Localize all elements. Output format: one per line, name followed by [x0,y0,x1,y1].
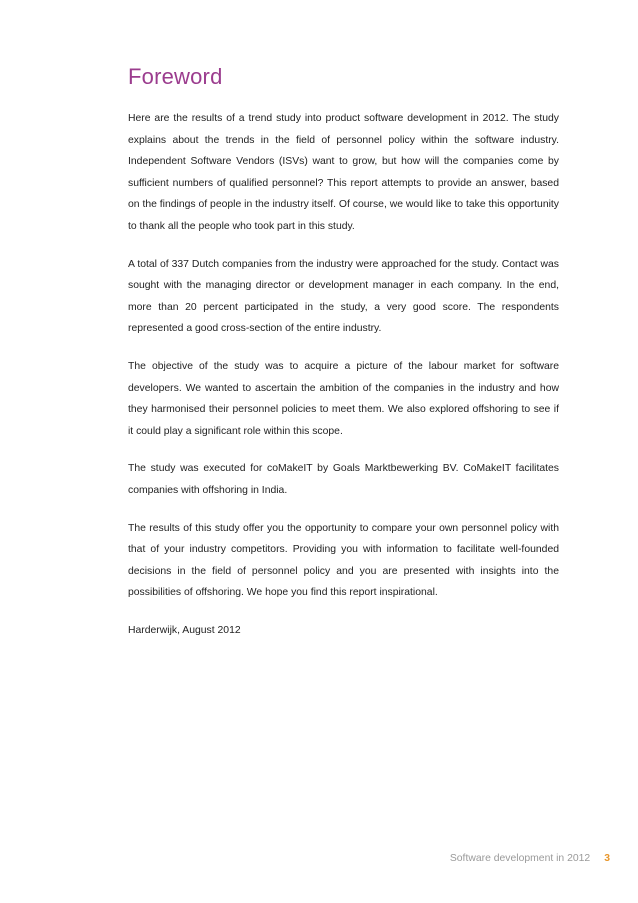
paragraph-results: The results of this study offer you the opportunity to compare your own personnel policy with that of your industry competitors. Providing you with information to facilitate well-founded decisions in the field of personnel policy and you are presented with insights into the possibilities of offshoring. We hope you find this report inspirational. [128,522,559,599]
paragraph-intro: Here are the results of a trend study into product software development in 2012. The study explains about the trends in the field of personnel policy within the software industry. Independent Software Vendors (ISVs) want to grow, but how will the companies come by sufficient numbers of qualified personnel? This report attempts to provide an answer, based on the findings of people in the industry itself. Of course, we would like to take this opportunity to thank all the people who took part in this study. [128,113,559,232]
closing-line: Harderwijk, August 2012 [128,624,241,636]
foreword-body [128,108,559,641]
paragraph-participants: A total of 337 Dutch companies from the industry were approached for the study. Contact was sought with the managing director or development manager in each company. In the end, more than 20 percent participated in the study, a very good score. The respondents represented a good cross-section of the entire industry. [128,258,559,335]
footer-title: Software development in 2012 [449,853,591,864]
paragraph-objective: The objective of the study was to acquire a picture of the labour market for software developers. We wanted to ascertain the ambition of the companies in the industry and how they harmonised their personnel policies to meet them. We also explored offshoring to see if it could play a significant role within this scope. [128,360,559,437]
page-footer [450,852,610,866]
paragraph-execution: The study was executed for coMakeIT by Goals Marktbewerking BV. CoMakeIT facilitates companies with offshoring in India. [128,463,559,496]
page-title: Foreword [128,64,223,89]
page-number: 3 [604,853,610,864]
